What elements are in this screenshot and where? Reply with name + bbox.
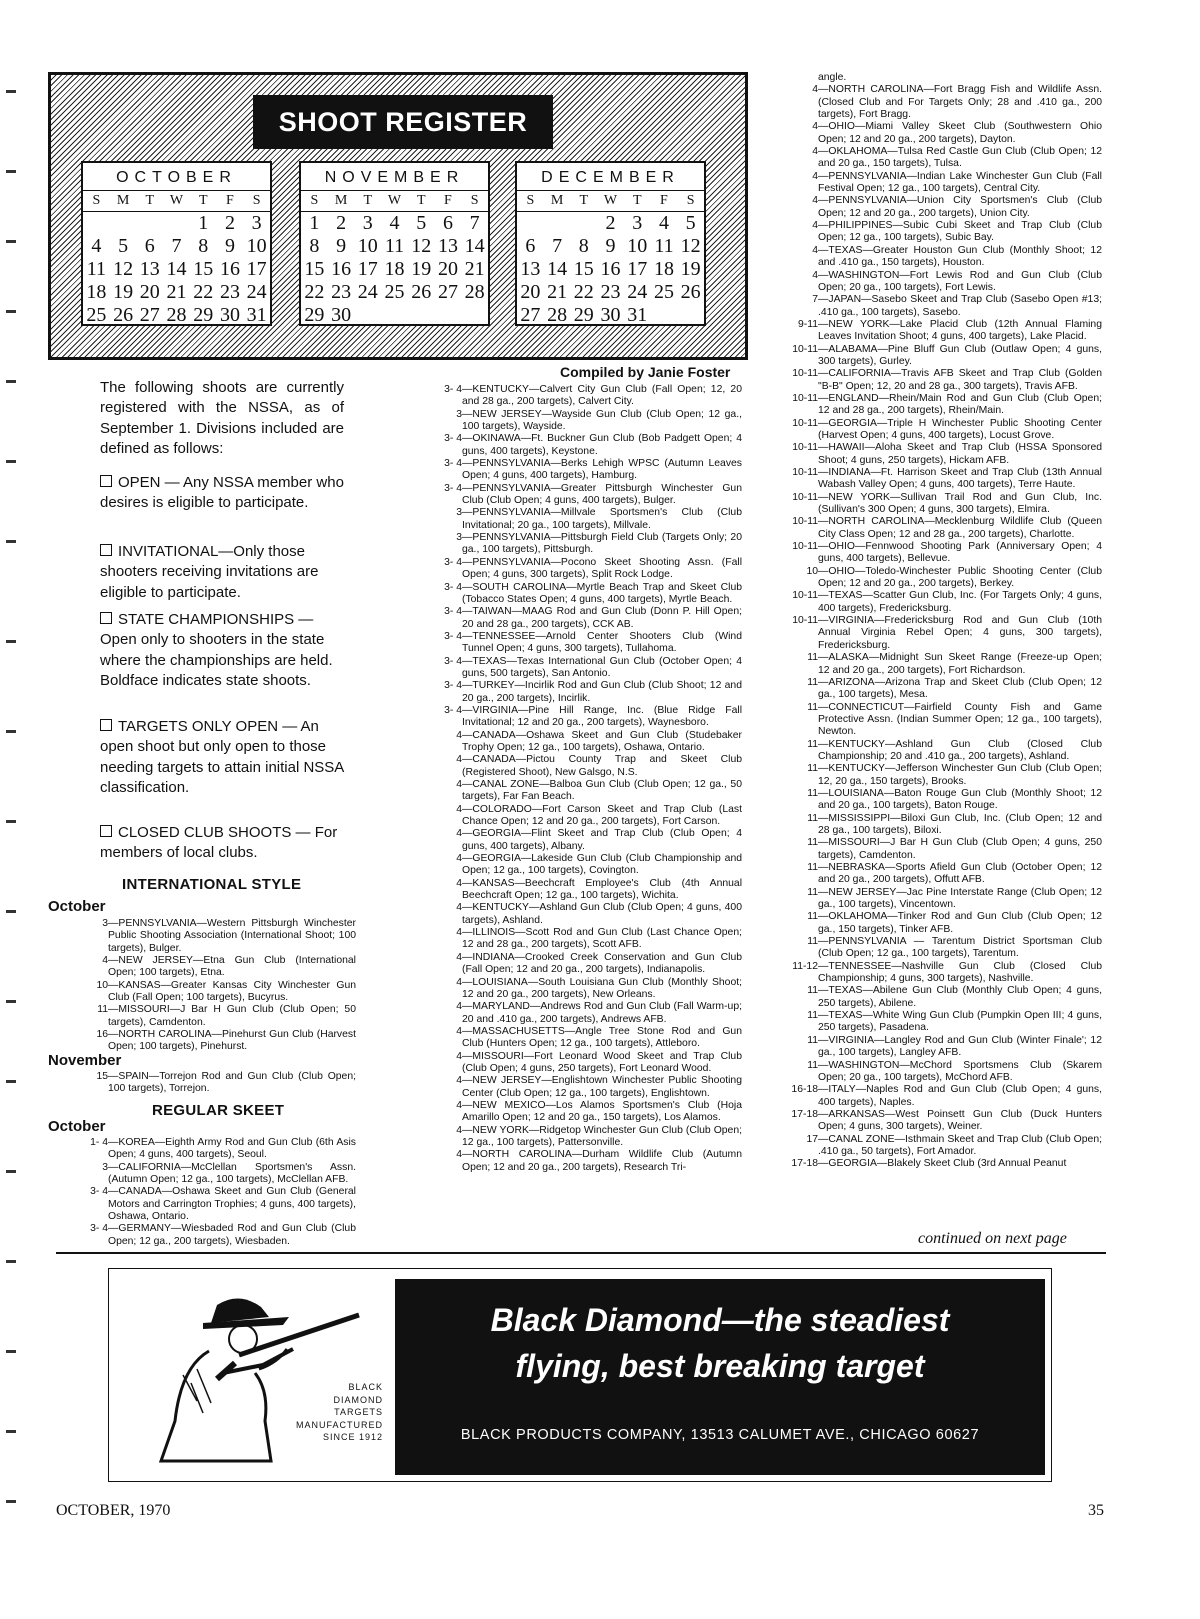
list-item: 4—PENNSYLVANIA—Indian Lake Winchester Gun Club (Fall Festival Open; 12 ga., 100 targets), Central City.	[812, 170, 1102, 195]
list-item: 4—MASSACHUSETTS—Angle Tree Stone Rod and Gun Club (Hunters Open; 12 ga., 100 targets), Attleboro.	[456, 1025, 742, 1050]
page-title: SHOOT REGISTER	[253, 95, 553, 149]
list-item: 4—CANAL ZONE—Balboa Gun Club (Club Open; 12 ga., 50 targets), Far Fan Beach.	[456, 779, 742, 803]
calendar-week: 8 9 10 11 12 13 14	[309, 235, 485, 257]
list-item: 3- 4—PENNSYLVANIA—Pocono Skeet Shooting Assn. (Fall Open; 4 guns, 300 targets), Split Rock Lodge.	[444, 556, 742, 581]
list-item: 3- 4—PENNSYLVANIA—Greater Pittsburgh Winchester Gun Club (Club Open; 4 guns, 400 targets), Bulger.	[444, 482, 742, 507]
shoot-register-banner	[48, 72, 748, 360]
calendar-week: 11 12 13 14 15 16 17	[86, 258, 267, 280]
ad-address: BLACK PRODUCTS COMPANY, 13513 CALUMET AVE., CHICAGO 60627	[460, 1427, 980, 1443]
list-item: 3- 4—KENTUCKY—Calvert City Gun Club (Fall Open; 12, 20 and 28 ga., 200 targets), Calvert City.	[444, 384, 742, 408]
list-item: 4—MISSOURI—Fort Leonard Wood Skeet and Trap Club (Club Open; 4 guns, 250 targets), Fort Leonard Wood.	[456, 1050, 742, 1074]
list-item: 11—MISSISSIPPI—Biloxi Gun Club, Inc. (Club Open; 12 and 28 ga., 100 targets), Biloxi.	[807, 812, 1102, 836]
calendar-december	[515, 161, 706, 326]
list-item: 4—KENTUCKY—Ashland Gun Club (Club Open; 4 guns, 400 targets), Ashland.	[456, 902, 742, 926]
list-item: 11—MISSOURI—J Bar H Gun Club (Club Open; 50 targets), Camdenton.	[97, 1004, 356, 1028]
list-item: 3—NEW JERSEY—Wayside Gun Club (Club Open; 12 ga., 100 targets), Wayside.	[456, 408, 742, 433]
list-item: 11—WASHINGTON—McChord Sportsmens Club (Skarem Open; 20 ga., 100 targets), McChord AFB.	[807, 1059, 1102, 1083]
list-item: 4—CANADA—Pictou County Trap and Skeet Club (Registered Shoot), New Galsgo, N.S.	[456, 754, 742, 778]
list-item: 11—TEXAS—White Wing Gun Club (Pumpkin Open III; 4 guns, 250 targets), Pasadena.	[807, 1010, 1102, 1034]
list-item: 10-11—HAWAII—Aloha Skeet and Trap Club (HSSA Sponsored Shoot; 4 guns, 250 targets), Hickam AFB.	[792, 442, 1102, 466]
international-october-list	[56, 918, 356, 1054]
list-item: 16—NORTH CAROLINA—Pinehurst Gun Club (Harvest Open; 100 targets), Pinehurst.	[96, 1029, 356, 1053]
list-item: 3- 4—TAIWAN—MAAG Rod and Gun Club (Donn P. Hill Open; 20 and 28 ga., 200 targets), CCK AB.	[444, 606, 742, 630]
list-item: 15—SPAIN—Torrejon Rod and Gun Club (Club Open; 100 targets), Torrejon.	[96, 1071, 356, 1095]
regular-skeet-list-col2	[410, 384, 742, 1174]
list-item: 4—NORTH CAROLINA—Fort Bragg Fish and Wildlife Assn. (Closed Club and For Targets Only; 28 and .410 ga., 200 targets), Fort Bragg.	[812, 84, 1102, 121]
list-item: 4—MARYLAND—Andrews Rod and Gun Club (Fall Warm-up; 20 and .410 ga., 200 targets), Andrews AFB.	[456, 1001, 742, 1025]
list-item: 3- 4—PENNSYLVANIA—Berks Lehigh WPSC (Autumn Leaves Open; 4 guns, 400 targets), Hamburg.	[444, 458, 742, 482]
list-item: 10-11—ENGLAND—Rhein/Main Rod and Gun Club (Club Open; 12 and 28 ga., 200 targets), Rhein/Main.	[792, 392, 1102, 417]
international-november-list	[56, 1071, 356, 1096]
list-item: 3- 4—OKINAWA—Ft. Buckner Gun Club (Bob Padgett Open; 4 guns, 400 targets), Keystone.	[444, 433, 742, 457]
list-item: 10—KANSAS—Greater Kansas City Winchester Gun Club (Fall Open; 100 targets), Bucyrus.	[96, 979, 356, 1004]
definition-targets-only-open: TARGETS ONLY OPEN — An open shoot but only open to those needing targets to attain initial NSSA classification.	[100, 718, 344, 796]
list-item: 11—MISSOURI—J Bar H Gun Club (Club Open; 4 guns, 250 targets), Camdenton.	[807, 837, 1102, 861]
black-diamond-advertisement	[108, 1268, 1052, 1482]
list-item: 10-11—NEW YORK—Sullivan Trail Rod and Gun Club, Inc. (Sullivan's 300 Open; 4 guns, 300 targets), Elmira.	[792, 491, 1102, 516]
list-item: angle.	[818, 72, 847, 83]
ad-headline-panel	[395, 1279, 1045, 1475]
list-item: 3—CALIFORNIA—McClellan Sportsmen's Assn. (Autumn Open; 12 ga., 100 targets), McClellan AFB.	[102, 1161, 356, 1186]
list-item: 11—ALASKA—Midnight Sun Skeet Range (Freeze-up Open; 12 and 20 ga., 200 targets), Fort Richardson.	[807, 652, 1102, 676]
ad-side-text: BLACK DIAMOND TARGETS MANUFACTURED SINCE 1912	[295, 1382, 383, 1442]
list-item: 11—CONNECTICUT—Fairfield County Fish and Game Protective Assn. (Indian Summer Open; 12 ga., 100 targets), Newton.	[807, 701, 1102, 738]
divider	[56, 1252, 1106, 1254]
list-item: 4—ILLINOIS—Scott Rod and Gun Club (Last Chance Open; 12 and 28 ga., 200 targets), Scott AFB.	[456, 927, 742, 951]
calendar-week: 4 5 6 7 8 9 10	[91, 235, 267, 257]
list-item: 4—NEW MEXICO—Los Alamos Sportsmen's Club (Hoja Amarillo Open; 12 and 20 ga., 150 targets), Los Alamos.	[456, 1099, 742, 1124]
list-item: 4—KANSAS—Beechcraft Employee's Club (4th Annual Beechcraft Open; 12 ga., 100 targets), Wichita.	[456, 877, 742, 902]
list-item: 4—NORTH CAROLINA—Durham Wildlife Club (Autumn Open; 12 and 20 ga., 200 targets), Research Tri-	[456, 1149, 742, 1173]
definition-invitational: INVITATIONAL—Only those shooters receiving invitations are eligible to participate.	[100, 543, 319, 601]
issue-date: OCTOBER, 1970	[56, 1502, 171, 1519]
international-heading: INTERNATIONAL STYLE	[122, 876, 302, 893]
list-item: 4—PENNSYLVANIA—Union City Sportsmen's Club (Club Open; 12 and 20 ga., 200 targets), Union City.	[812, 195, 1102, 219]
list-item: 3- 4—SOUTH CAROLINA—Myrtle Beach Trap and Skeet Club (Tobacco States Open; 4 guns, 400 targets), Myrtle Beach.	[444, 581, 742, 605]
ad-headline: Black Diamond—the steadiest flying, best breaking target	[490, 1302, 950, 1384]
regular-skeet-list-col1	[56, 1137, 356, 1248]
list-item: 4—CANADA—Oshawa Skeet and Gun Club (Studebaker Trophy Open; 12 ga., 100 targets), Oshawa, Ontario.	[456, 729, 742, 753]
definition-open: OPEN — Any NSSA member who desires is eligible to participate.	[100, 474, 344, 512]
checkbox-icon	[100, 825, 112, 837]
checkbox-icon	[100, 475, 112, 487]
list-item: 4—INDIANA—Crooked Creek Conservation and Gun Club (Fall Open; 12 and 20 ga., 200 targets), Indianapolis.	[456, 951, 742, 976]
calendar-week: 25 26 27 28 29 30 31	[86, 304, 267, 326]
list-item: 3- 4—CANADA—Oshawa Skeet and Gun Club (General Motors and Carrington Trophies; 4 guns, 400 targets), Oshawa, Ontario.	[90, 1186, 356, 1223]
list-item: 11—LOUISIANA—Baton Rouge Gun Club (Monthly Shoot; 12 and 20 ga., 100 targets), Baton Rouge.	[807, 787, 1102, 812]
checkbox-icon	[100, 612, 112, 624]
list-item: 11—ARIZONA—Arizona Trap and Skeet Club (Club Open; 12 ga., 100 targets), Mesa.	[807, 676, 1102, 701]
list-item: 7—JAPAN—Sasebo Skeet and Trap Club (Sasebo Open #13; .410 ga., 100 targets), Sasebo.	[812, 294, 1102, 318]
calendar-week: 1 2 3	[198, 212, 262, 234]
list-item: 4—NEW JERSEY—Englishtown Winchester Public Shooting Center (Club Open; 12 ga., 100 targets), Englishtown.	[456, 1075, 742, 1099]
international-october-label: October	[48, 898, 106, 915]
calendar-week: 1 2 3 4 5 6 7	[309, 212, 480, 234]
list-item: 10—OHIO—Toledo-Winchester Public Shooting Center (Club Open; 12 and 20 ga., 200 targets), Berkey.	[806, 565, 1102, 590]
list-item: 11—OKLAHOMA—Tinker Rod and Gun Club (Club Open; 12 ga., 150 targets), Tinker AFB.	[807, 911, 1102, 935]
list-item: 4—WASHINGTON—Fort Lewis Rod and Gun Club (Club Open; 20 ga., 100 targets), Fort Lewis.	[812, 269, 1102, 293]
calendar-week: 22 23 24 25 26 27 28	[304, 281, 485, 303]
list-item: 3- 4—VIRGINIA—Pine Hill Range, Inc. (Blue Ridge Fall Invitational; 12 and 20 ga., 200 targets), Waynesboro.	[444, 704, 742, 729]
calendar-weekdays: S M T W T F S	[83, 191, 270, 212]
list-item: 3- 4—TURKEY—Incirlik Rod and Gun Club (Club Shoot; 12 and 20 ga., 200 targets), Incirlik.	[444, 680, 742, 704]
checkbox-icon	[100, 544, 112, 556]
list-item: 4—OHIO—Miami Valley Skeet Club (Southwestern Ohio Open; 12 and 20 ga., 200 targets), Dayton.	[812, 121, 1102, 145]
calendar-month-name: NOVEMBER	[301, 163, 488, 191]
list-item: 1- 4—KOREA—Eighth Army Rod and Gun Club (6th Asis Open; 4 guns, 400 targets), Seoul.	[90, 1137, 356, 1161]
list-item: 3- 4—TENNESSEE—Arnold Center Shooters Club (Wind Tunnel Open; 4 guns, 300 targets), Tullahoma.	[444, 630, 742, 655]
list-item: 3—PENNSYLVANIA—Pittsburgh Field Club (Targets Only; 20 ga., 100 targets), Pittsburgh.	[456, 532, 742, 556]
calendar-week: 18 19 20 21 22 23 24	[86, 281, 267, 303]
list-item: 17—CANAL ZONE—Isthmain Skeet and Trap Club (Club Open; .410 ga., 50 targets), Fort Amador.	[806, 1133, 1102, 1157]
list-item: 10-11—INDIANA—Ft. Harrison Skeet and Trap Club (13th Annual Wabash Valley Open; 4 guns, 400 targets), Terre Haute.	[792, 467, 1102, 491]
calendar-month-name: DECEMBER	[517, 163, 704, 191]
continued-note: continued on next page	[918, 1230, 1067, 1247]
calendar-week: 20 21 22 23 24 25 26	[520, 281, 701, 303]
list-item: 11—NEW JERSEY—Jac Pine Interstate Range (Club Open; 12 ga., 100 targets), Vincentown.	[807, 886, 1102, 911]
list-item: 10-11—TEXAS—Scatter Gun Club, Inc. (For Targets Only; 4 guns, 400 targets), Fredericksburg.	[792, 590, 1102, 614]
list-item: 11—KENTUCKY—Jefferson Winchester Gun Club (Club Open; 12, 20 ga., 150 targets), Brooks.	[807, 763, 1102, 787]
list-item: 4—LOUISIANA—South Louisiana Gun Club (Monthly Shoot; 12 and 20 ga., 200 targets), New Orleans.	[456, 976, 742, 1000]
list-item: 9-11—NEW YORK—Lake Placid Club (12th Annual Flaming Leaves Invitation Shoot; 4 guns, 400 targets), Lake Placid.	[797, 318, 1102, 343]
page-number: 35	[1088, 1502, 1104, 1519]
list-item: 4—OKLAHOMA—Tulsa Red Castle Gun Club (Club Open; 12 and 20 ga., 150 targets), Tulsa.	[812, 146, 1102, 170]
list-item: 3—PENNSYLVANIA—Western Pittsburgh Winchester Public Shooting Association (International Shoot; 100 targets), Bulger.	[102, 918, 356, 954]
calendar-week: 2 3 4 5	[605, 212, 696, 234]
regular-skeet-heading: REGULAR SKEET	[152, 1102, 285, 1119]
list-item: 10-11—GEORGIA—Triple H Winchester Public Shooting Center (Harvest Open; 4 guns, 400 targets), Locust Grove.	[792, 417, 1102, 441]
list-item: 16-18—ITALY—Naples Rod and Gun Club (Club Open; 4 guns, 400 targets), Naples.	[791, 1084, 1102, 1108]
calendar-november	[299, 161, 490, 326]
calendar-weekdays: S M T W T F S	[301, 191, 488, 212]
list-item: 11—NEBRASKA—Sports Afield Gun Club (October Open; 12 and 20 ga., 200 targets), Offutt AFB.	[807, 862, 1102, 886]
regular-skeet-list-col3	[766, 72, 1102, 1171]
regular-october-label: October	[48, 1118, 106, 1135]
definition-state-championships: STATE CHAMPIONSHIPS — Open only to shooters in the state where the championships are held. Boldface indicates state shoots.	[100, 611, 333, 689]
definition-closed-club: CLOSED CLUB SHOOTS — For members of local clubs.	[100, 824, 338, 862]
margin-marks	[0, 80, 20, 1540]
list-item: 10-11—OHIO—Fennwood Shooting Park (Anniversary Open; 4 guns, 400 targets), Bellevue.	[792, 541, 1102, 565]
list-item: 10-11—ALABAMA—Pine Bluff Gun Club (Outlaw Open; 4 guns, 300 targets), Gurley.	[792, 343, 1102, 367]
list-item: 11-12—TENNESSEE—Nashville Gun Club (Closed Club Championship; 4 guns, 300 targets), Nashville.	[792, 960, 1102, 985]
calendar-week: 13 14 15 16 17 18 19	[520, 258, 701, 280]
checkbox-icon	[100, 719, 112, 731]
list-item: 4—NEW JERSEY—Etna Gun Club (International Open; 100 targets), Etna.	[102, 955, 356, 979]
list-item: 3- 4—GERMANY—Wiesbaded Rod and Gun Club (Club Open; 12 ga., 200 targets), Wiesbaden.	[90, 1223, 356, 1247]
list-item: 4—PHILIPPINES—Subic Cubi Skeet and Trap Club (Club Open; 12 ga., 100 targets), Subic Bay.	[812, 220, 1102, 244]
list-item: 4—NEW YORK—Ridgetop Winchester Gun Club (Club Open; 12 ga., 100 targets), Pattersonville.	[456, 1124, 742, 1148]
list-item: 17-18—ARKANSAS—West Poinsett Gun Club (Duck Hunters Open; 4 guns, 300 targets), Weiner.	[791, 1108, 1102, 1133]
list-item: 10-11—CALIFORNIA—Travis AFB Skeet and Trap Club (Golden "B-B" Open; 12, 20 and 28 ga., 300 targets), Travis AFB.	[792, 368, 1102, 392]
list-item: 17-18—GEORGIA—Blakely Skeet Club (3rd Annual Peanut	[791, 1158, 1067, 1170]
list-item: 10-11—NORTH CAROLINA—Mecklenburg Wildlife Club (Queen City Class Open; 12 and 28 ga., 200 targets), Charlotte.	[792, 516, 1102, 540]
calendar-week: 15 16 17 18 19 20 21	[304, 258, 485, 280]
list-item: 4—GEORGIA—Flint Skeet and Trap Club (Club Open; 4 guns, 400 targets), Albany.	[456, 828, 742, 852]
list-item: 11—TEXAS—Abilene Gun Club (Monthly Club Open; 4 guns, 250 targets), Abilene.	[807, 985, 1102, 1009]
list-item: 3- 4—TEXAS—Texas International Gun Club (October Open; 4 guns, 500 targets), San Antonio.	[444, 655, 742, 679]
calendar-month-name: OCTOBER	[83, 163, 270, 191]
list-item: 3—PENNSYLVANIA—Millvale Sportsmen's Club (Club Invitational; 20 ga., 100 targets), Millvale.	[456, 507, 742, 531]
calendar-weekdays: S M T W T F S	[517, 191, 704, 212]
calendar-week: 6 7 8 9 10 11 12	[525, 235, 701, 257]
list-item: 10-11—VIRGINIA—Fredericksburg Rod and Gun Club (10th Annual Virginia Rebel Open; 4 guns, 300 targets), Fredericksburg.	[792, 615, 1102, 651]
list-item: 4—TEXAS—Greater Houston Gun Club (Monthly Shoot; 12 and .410 ga., 150 targets), Houston.	[812, 244, 1102, 269]
list-item: 4—COLORADO—Fort Carson Skeet and Trap Club (Last Chance Open; 12 and 20 ga., 200 targets), Fort Carson.	[456, 803, 742, 828]
byline: Compiled by Janie Foster	[560, 364, 731, 380]
list-item: 11—VIRGINIA—Langley Rod and Gun Club (Winter Finale'; 12 ga., 100 targets), Langley AFB.	[807, 1034, 1102, 1059]
calendar-week: 27 28 29 30 31	[520, 304, 648, 326]
calendar-october	[81, 161, 272, 326]
intro-paragraph: The following shoots are currently registered with the NSSA, as of September 1. Divisions included are defined as follows:	[100, 379, 344, 457]
list-item: 11—PENNSYLVANIA — Tarentum District Sportsman Club (Club Open; 12 ga., 100 targets), Tarentum.	[807, 936, 1102, 960]
list-item: 4—GEORGIA—Lakeside Gun Club (Club Championship and Open; 12 ga., 100 targets), Covington.	[456, 853, 742, 877]
international-november-label: November	[48, 1052, 122, 1069]
list-item: 11—KENTUCKY—Ashland Gun Club (Closed Club Championship; 20 and .410 ga., 200 targets), Ashland.	[807, 738, 1102, 762]
calendar-week: 29 30	[304, 304, 352, 326]
